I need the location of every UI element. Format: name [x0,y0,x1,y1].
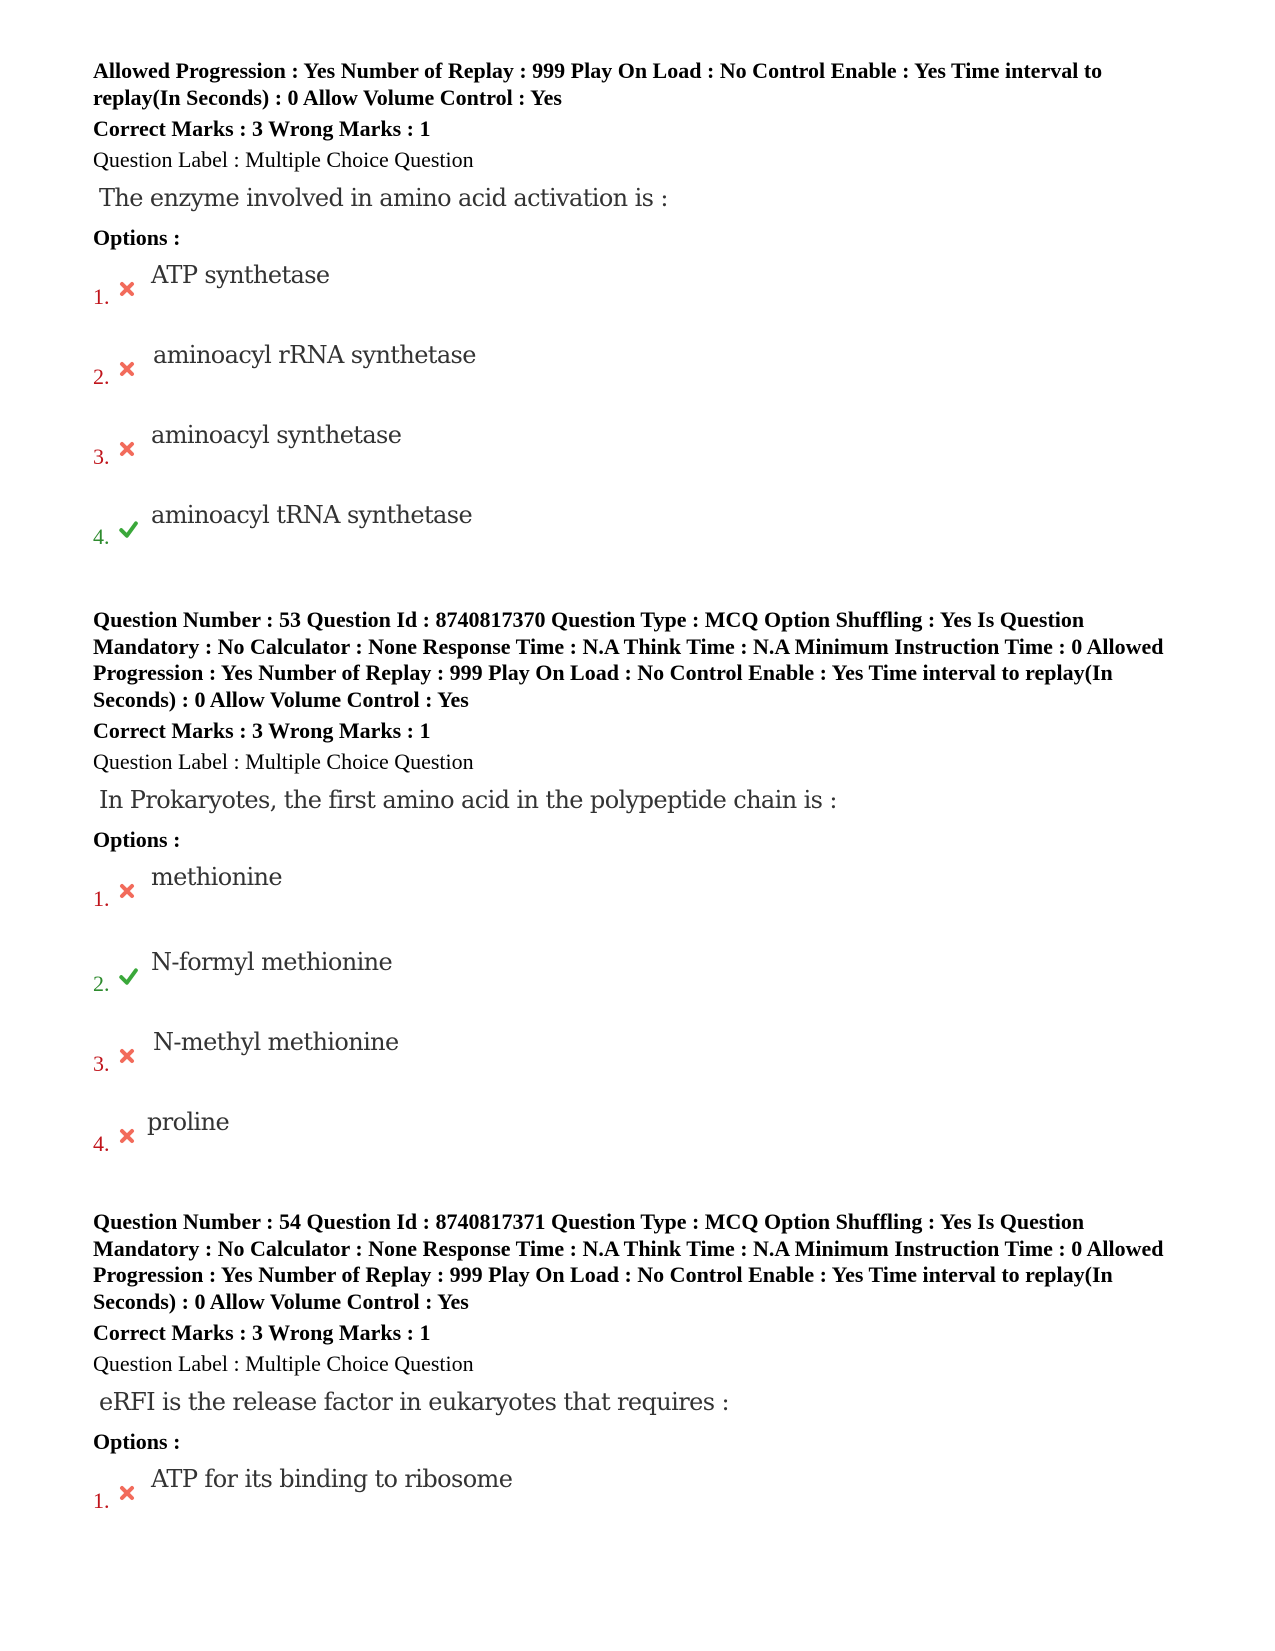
option-number: 2. [93,364,110,389]
options-heading: Options : [93,827,181,852]
check-icon [117,520,139,538]
option-item [93,1108,1193,1188]
cross-icon [119,441,135,457]
question-meta: Allowed Progression : Yes Number of Replay : 999 Play On Load : No Control Enable : Yes Time interval to replay(In Seconds) : 0 Allow Volume Control : Yes [93,58,1103,110]
cross-icon [119,1048,135,1064]
question-label: Question Label : Multiple Choice Question [93,749,474,774]
option-text: methionine [151,863,282,891]
cross-icon [119,883,135,899]
cross-icon [119,281,135,297]
question-block [93,1209,1193,1545]
option-text: ATP synthetase [151,261,330,289]
option-number: 2. [93,971,110,996]
option-number: 4. [93,1131,110,1156]
option-item [93,341,1193,421]
question-text: eRFI is the release factor in eukaryotes that requires : [99,1388,729,1416]
cross-icon [119,1485,135,1501]
question-text: The enzyme involved in amino acid activation is : [99,184,668,212]
option-number: 1. [93,886,110,911]
option-number: 3. [93,1051,110,1076]
check-icon [117,967,139,985]
question-meta: Question Number : 53 Question Id : 8740817370 Question Type : MCQ Option Shuffling : Yes Is Question Mandatory : No Calculator : None Response Time : N.A Think Time : N.A Minimum Instruction Time : 0 Allowed Progression : Yes Number of Replay : 999 Play On Load : No Control Enable : Yes Time interval to replay(In Seconds) : 0 Allow Volume Control : Yes [93,607,1164,712]
options-heading: Options : [93,225,181,250]
option-number: 4. [93,524,110,549]
question-meta: Question Number : 54 Question Id : 8740817371 Question Type : MCQ Option Shuffling : Yes Is Question Mandatory : No Calculator : None Response Time : N.A Think Time : N.A Minimum Instruction Time : 0 Allowed Progression : Yes Number of Replay : 999 Play On Load : No Control Enable : Yes Time interval to replay(In Seconds) : 0 Allow Volume Control : Yes [93,1209,1164,1314]
option-item [93,261,1193,341]
question-block [93,607,1193,1188]
option-item [93,1465,1193,1545]
question-label: Question Label : Multiple Choice Question [93,1351,474,1376]
options-list [93,863,1193,1188]
cross-icon [119,361,135,377]
option-item [93,863,1193,943]
question-block [93,58,1193,581]
option-item [93,501,1193,581]
marks-info: Correct Marks : 3 Wrong Marks : 1 [93,1320,431,1345]
option-number: 3. [93,444,110,469]
option-text: N-formyl methionine [151,948,393,976]
options-list [93,1465,1193,1545]
option-item [93,1028,1193,1108]
question-text: In Prokaryotes, the first amino acid in the polypeptide chain is : [99,786,837,814]
option-text: aminoacyl tRNA synthetase [151,501,473,529]
marks-info: Correct Marks : 3 Wrong Marks : 1 [93,718,431,743]
option-number: 1. [93,284,110,309]
marks-info: Correct Marks : 3 Wrong Marks : 1 [93,116,431,141]
option-number: 1. [93,1488,110,1513]
option-text: aminoacyl rRNA synthetase [153,341,476,369]
option-text: N-methyl methionine [153,1028,399,1056]
option-item [93,421,1193,501]
option-text: ATP for its binding to ribosome [151,1465,513,1493]
option-text: proline [147,1108,230,1136]
option-text: aminoacyl synthetase [151,421,402,449]
cross-icon [119,1128,135,1144]
options-heading: Options : [93,1429,181,1454]
question-label: Question Label : Multiple Choice Question [93,147,474,172]
option-item [93,943,1193,1028]
options-list [93,261,1193,581]
